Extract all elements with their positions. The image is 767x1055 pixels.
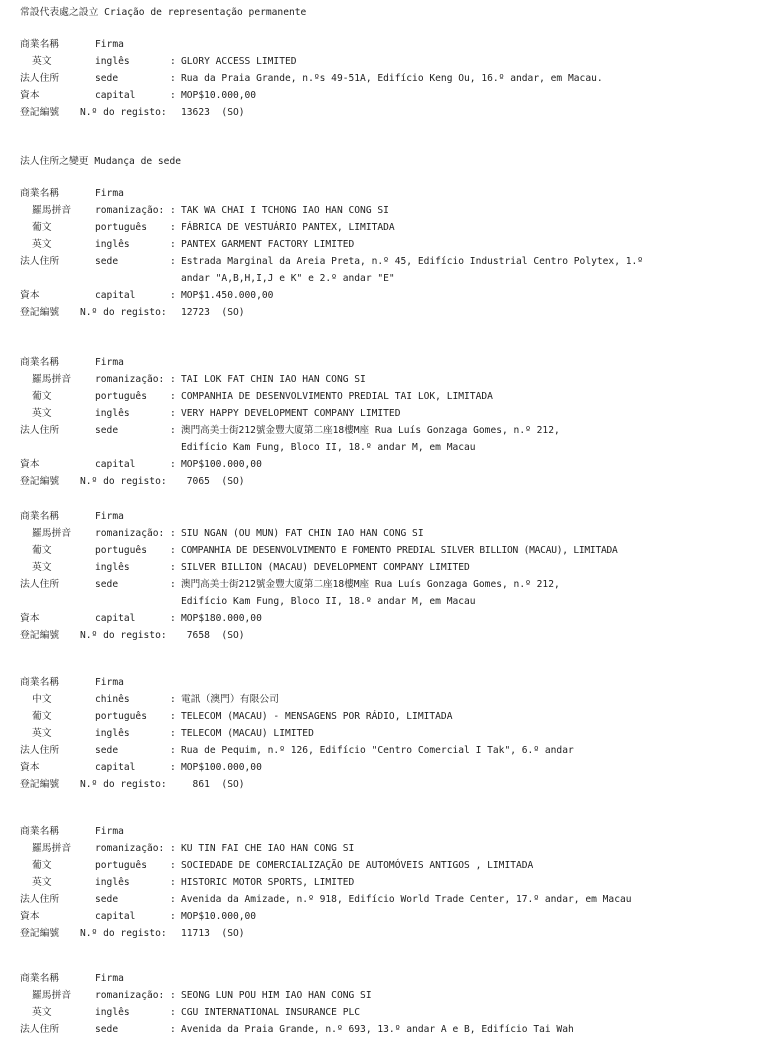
label-pt: inglês: [95, 1007, 130, 1018]
label-pt: capital: [95, 290, 136, 301]
firma-row: [0, 823, 767, 840]
capital-row: [0, 759, 767, 776]
entry-cgu: [0, 970, 767, 1038]
label-zh: 商業名稱: [20, 39, 60, 50]
label-zh: 葡文: [32, 545, 52, 556]
value: 電訊（澳門）有限公司: [181, 694, 279, 705]
label-zh: 商業名稱: [20, 188, 60, 199]
colon: :: [170, 528, 176, 539]
label-zh: 羅馬拼音: [32, 374, 72, 385]
english-row: [0, 559, 767, 576]
label-pt: inglês: [95, 877, 130, 888]
value: CGU INTERNATIONAL INSURANCE PLC: [181, 1007, 361, 1018]
firma-row: [0, 508, 767, 525]
label-zh: 法人住所: [20, 579, 60, 590]
value: Rua de Pequim, n.º 126, Edifício "Centro Comercial I Tak", 6.º andar: [181, 745, 574, 756]
sede-row: [0, 576, 767, 593]
entry-telecom: [0, 674, 767, 793]
label-pt: sede: [95, 745, 119, 756]
label-zh: 商業名稱: [20, 357, 60, 368]
colon: :: [170, 239, 176, 250]
label-pt: sede: [95, 73, 119, 84]
label-zh: 英文: [32, 1007, 52, 1018]
colon: :: [170, 391, 176, 402]
value: Edifício Kam Fung, Bloco II, 18.º andar M, em Macau: [181, 596, 476, 607]
firma-row: [0, 674, 767, 691]
value: COMPANHIA DE DESENVOLVIMENTO E FOMENTO PREDIAL SILVER BILLION (MACAU), LIMITADA: [181, 545, 618, 556]
english-row: [0, 725, 767, 742]
section-title-creation: [20, 4, 306, 18]
colon: :: [170, 762, 176, 773]
colon: :: [170, 728, 176, 739]
label-zh: 法人住所: [20, 73, 60, 84]
sede-row: [0, 422, 767, 439]
entry-glory-access: [0, 36, 767, 121]
english-row: [0, 236, 767, 253]
label-zh: 資本: [20, 90, 40, 101]
colon: :: [170, 425, 176, 436]
registo-number: 13623 (SO): [181, 107, 245, 118]
label-zh: 羅馬拼音: [32, 990, 72, 1001]
label-pt: capital: [95, 613, 136, 624]
sede-row: [0, 1021, 767, 1038]
value: TELECOM (MACAU) LIMITED: [181, 728, 314, 739]
label-pt: Firma: [95, 826, 124, 837]
value: andar "A,B,H,I,J e K" e 2.º andar "E": [181, 273, 395, 284]
label-pt: capital: [95, 762, 136, 773]
label-zh: 葡文: [32, 391, 52, 402]
sede-row: [0, 891, 767, 908]
value: MOP$100.000,00: [181, 762, 262, 773]
colon: :: [170, 894, 176, 905]
label-zh: 資本: [20, 911, 40, 922]
value: SEONG LUN POU HIM IAO HAN CONG SI: [181, 990, 372, 1001]
registo-number: 7065 (SO): [181, 476, 245, 487]
label-pt: português: [95, 860, 147, 871]
value: MOP$10.000,00: [181, 90, 257, 101]
portugues-row: [0, 542, 767, 559]
label-pt: inglês: [95, 408, 130, 419]
label-pt: N.º do registo:: [80, 307, 167, 318]
sede-row-cont: [0, 593, 767, 610]
sede-row-cont: [0, 270, 767, 287]
firma-row: [0, 354, 767, 371]
label-zh: 法人住所: [20, 425, 60, 436]
colon: :: [170, 90, 176, 101]
label-pt: português: [95, 391, 147, 402]
english-row: [0, 874, 767, 891]
colon: :: [170, 911, 176, 922]
label-pt: romanização:: [95, 205, 165, 216]
entry-silver-billion: [0, 508, 767, 644]
section-title-pt: Mudança de sede: [94, 156, 181, 167]
label-pt: Firma: [95, 39, 124, 50]
value: GLORY ACCESS LIMITED: [181, 56, 297, 67]
value: SILVER BILLION (MACAU) DEVELOPMENT COMPANY LIMITED: [181, 562, 470, 573]
label-zh: 資本: [20, 290, 40, 301]
value: TAI LOK FAT CHIN IAO HAN CONG SI: [181, 374, 366, 385]
capital-row: [0, 456, 767, 473]
colon: :: [170, 990, 176, 1001]
colon: :: [170, 73, 176, 84]
value: MOP$10.000,00: [181, 911, 257, 922]
value: Rua da Praia Grande, n.ºs 49-51A, Edifício Keng Ou, 16.º andar, em Macau.: [181, 73, 603, 84]
value: PANTEX GARMENT FACTORY LIMITED: [181, 239, 355, 250]
english-row: [0, 53, 767, 70]
label-zh: 登記編號: [20, 630, 60, 641]
romanizacao-row: [0, 840, 767, 857]
label-pt: português: [95, 711, 147, 722]
capital-row: [0, 87, 767, 104]
label-pt: português: [95, 222, 147, 233]
registo-row: [0, 104, 767, 121]
colon: :: [170, 290, 176, 301]
registo-row: [0, 473, 767, 490]
registo-number: 11713 (SO): [181, 928, 245, 939]
label-pt: capital: [95, 459, 136, 470]
label-pt: N.º do registo:: [80, 107, 167, 118]
value: SOCIEDADE DE COMERCIALIZAÇÃO DE AUTOMÓVEIS ANTIGOS , LIMITADA: [181, 860, 534, 871]
label-zh: 葡文: [32, 711, 52, 722]
label-pt: capital: [95, 90, 136, 101]
label-pt: N.º do registo:: [80, 928, 167, 939]
label-pt: romanização:: [95, 843, 165, 854]
romanizacao-row: [0, 371, 767, 388]
label-zh: 英文: [32, 239, 52, 250]
colon: :: [170, 1007, 176, 1018]
capital-row: [0, 908, 767, 925]
portugues-row: [0, 857, 767, 874]
registo-number: 12723 (SO): [181, 307, 245, 318]
colon: :: [170, 545, 176, 556]
label-pt: sede: [95, 425, 119, 436]
label-pt: sede: [95, 894, 119, 905]
value: MOP$100.000,00: [181, 459, 262, 470]
label-zh: 法人住所: [20, 256, 60, 267]
label-zh: 商業名稱: [20, 826, 60, 837]
label-pt: sede: [95, 579, 119, 590]
registo-row: [0, 304, 767, 321]
colon: :: [170, 843, 176, 854]
label-pt: inglês: [95, 56, 130, 67]
label-zh: 登記編號: [20, 107, 60, 118]
chines-row: [0, 691, 767, 708]
romanizacao-row: [0, 525, 767, 542]
entry-historic-motor: [0, 823, 767, 942]
label-pt: português: [95, 545, 147, 556]
label-zh: 英文: [32, 408, 52, 419]
romanizacao-row: [0, 987, 767, 1004]
label-pt: N.º do registo:: [80, 630, 167, 641]
english-row: [0, 1004, 767, 1021]
label-zh: 資本: [20, 762, 40, 773]
colon: :: [170, 222, 176, 233]
registo-row: [0, 627, 767, 644]
label-pt: inglês: [95, 239, 130, 250]
colon: :: [170, 256, 176, 267]
label-pt: chinês: [95, 694, 130, 705]
sede-row-cont: [0, 439, 767, 456]
firma-row: [0, 185, 767, 202]
value: Edifício Kam Fung, Bloco II, 18.º andar M, em Macau: [181, 442, 476, 453]
sede-row: [0, 253, 767, 270]
label-pt: sede: [95, 256, 119, 267]
label-pt: N.º do registo:: [80, 476, 167, 487]
label-pt: romanização:: [95, 374, 165, 385]
sede-row: [0, 742, 767, 759]
registo-number: 7658 (SO): [181, 630, 245, 641]
label-pt: Firma: [95, 973, 124, 984]
value: SIU NGAN (OU MUN) FAT CHIN IAO HAN CONG SI: [181, 528, 424, 539]
label-zh: 葡文: [32, 860, 52, 871]
label-pt: capital: [95, 911, 136, 922]
label-pt: Firma: [95, 188, 124, 199]
portugues-row: [0, 708, 767, 725]
romanizacao-row: [0, 202, 767, 219]
label-zh: 英文: [32, 56, 52, 67]
label-pt: Firma: [95, 511, 124, 522]
label-pt: romanização:: [95, 528, 165, 539]
portugues-row: [0, 388, 767, 405]
label-pt: romanização:: [95, 990, 165, 1001]
value: 澳門高美士街212號金豐大廈第二座18樓M座 Rua Luís Gonzaga Gomes, n.º 212,: [181, 425, 560, 436]
label-zh: 登記編號: [20, 928, 60, 939]
colon: :: [170, 877, 176, 888]
english-row: [0, 405, 767, 422]
label-pt: Firma: [95, 357, 124, 368]
colon: :: [170, 56, 176, 67]
colon: :: [170, 205, 176, 216]
colon: :: [170, 579, 176, 590]
registo-row: [0, 925, 767, 942]
label-zh: 羅馬拼音: [32, 528, 72, 539]
colon: :: [170, 1024, 176, 1035]
label-zh: 商業名稱: [20, 511, 60, 522]
colon: :: [170, 459, 176, 470]
registo-number: 861 (SO): [181, 779, 245, 790]
colon: :: [170, 408, 176, 419]
label-zh: 葡文: [32, 222, 52, 233]
value: MOP$180.000,00: [181, 613, 262, 624]
section-title-pt: Criação de representação permanente: [104, 7, 307, 18]
entry-pantex: [0, 185, 767, 321]
value: 澳門高美士街212號金豐大廈第二座18樓M座 Rua Luís Gonzaga Gomes, n.º 212,: [181, 579, 560, 590]
capital-row: [0, 610, 767, 627]
firma-row: [0, 36, 767, 53]
label-zh: 登記編號: [20, 307, 60, 318]
section-title-zh: 法人住所之變更: [20, 156, 89, 167]
capital-row: [0, 287, 767, 304]
section-title-change: [20, 153, 181, 167]
label-pt: inglês: [95, 562, 130, 573]
label-zh: 法人住所: [20, 1024, 60, 1035]
value: FÁBRICA DE VESTUÁRIO PANTEX, LIMITADA: [181, 222, 395, 233]
colon: :: [170, 613, 176, 624]
colon: :: [170, 745, 176, 756]
value: Estrada Marginal da Areia Preta, n.º 45, Edifício Industrial Centro Polytex, 1.º: [181, 256, 644, 267]
label-pt: N.º do registo:: [80, 779, 167, 790]
registo-row: [0, 776, 767, 793]
label-zh: 英文: [32, 562, 52, 573]
value: KU TIN FAI CHE IAO HAN CONG SI: [181, 843, 355, 854]
colon: :: [170, 562, 176, 573]
label-zh: 法人住所: [20, 745, 60, 756]
value: HISTORIC MOTOR SPORTS, LIMITED: [181, 877, 355, 888]
label-pt: sede: [95, 1024, 119, 1035]
value: TAK WA CHAI I TCHONG IAO HAN CONG SI: [181, 205, 389, 216]
label-pt: Firma: [95, 677, 124, 688]
label-zh: 中文: [32, 694, 52, 705]
value: Avenida da Amizade, n.º 918, Edifício World Trade Center, 17.º andar, em Macau: [181, 894, 632, 905]
value: COMPANHIA DE DESENVOLVIMENTO PREDIAL TAI LOK, LIMITADA: [181, 391, 493, 402]
label-zh: 登記編號: [20, 476, 60, 487]
label-zh: 商業名稱: [20, 973, 60, 984]
colon: :: [170, 711, 176, 722]
sede-row: [0, 70, 767, 87]
entry-tai-lok: [0, 354, 767, 490]
value: MOP$1.450.000,00: [181, 290, 274, 301]
label-zh: 羅馬拼音: [32, 205, 72, 216]
colon: :: [170, 860, 176, 871]
section-title-zh: 常設代表處之設立: [20, 7, 99, 18]
portugues-row: [0, 219, 767, 236]
label-zh: 商業名稱: [20, 677, 60, 688]
label-zh: 英文: [32, 728, 52, 739]
value: TELECOM (MACAU) - MENSAGENS POR RÁDIO, LIMITADA: [181, 711, 453, 722]
label-zh: 資本: [20, 459, 40, 470]
colon: :: [170, 694, 176, 705]
value: VERY HAPPY DEVELOPMENT COMPANY LIMITED: [181, 408, 401, 419]
firma-row: [0, 970, 767, 987]
label-pt: inglês: [95, 728, 130, 739]
label-zh: 法人住所: [20, 894, 60, 905]
label-zh: 登記編號: [20, 779, 60, 790]
label-zh: 羅馬拼音: [32, 843, 72, 854]
colon: :: [170, 374, 176, 385]
label-zh: 英文: [32, 877, 52, 888]
label-zh: 資本: [20, 613, 40, 624]
value: Avenida da Praia Grande, n.º 693, 13.º andar A e B, Edifício Tai Wah: [181, 1024, 574, 1035]
